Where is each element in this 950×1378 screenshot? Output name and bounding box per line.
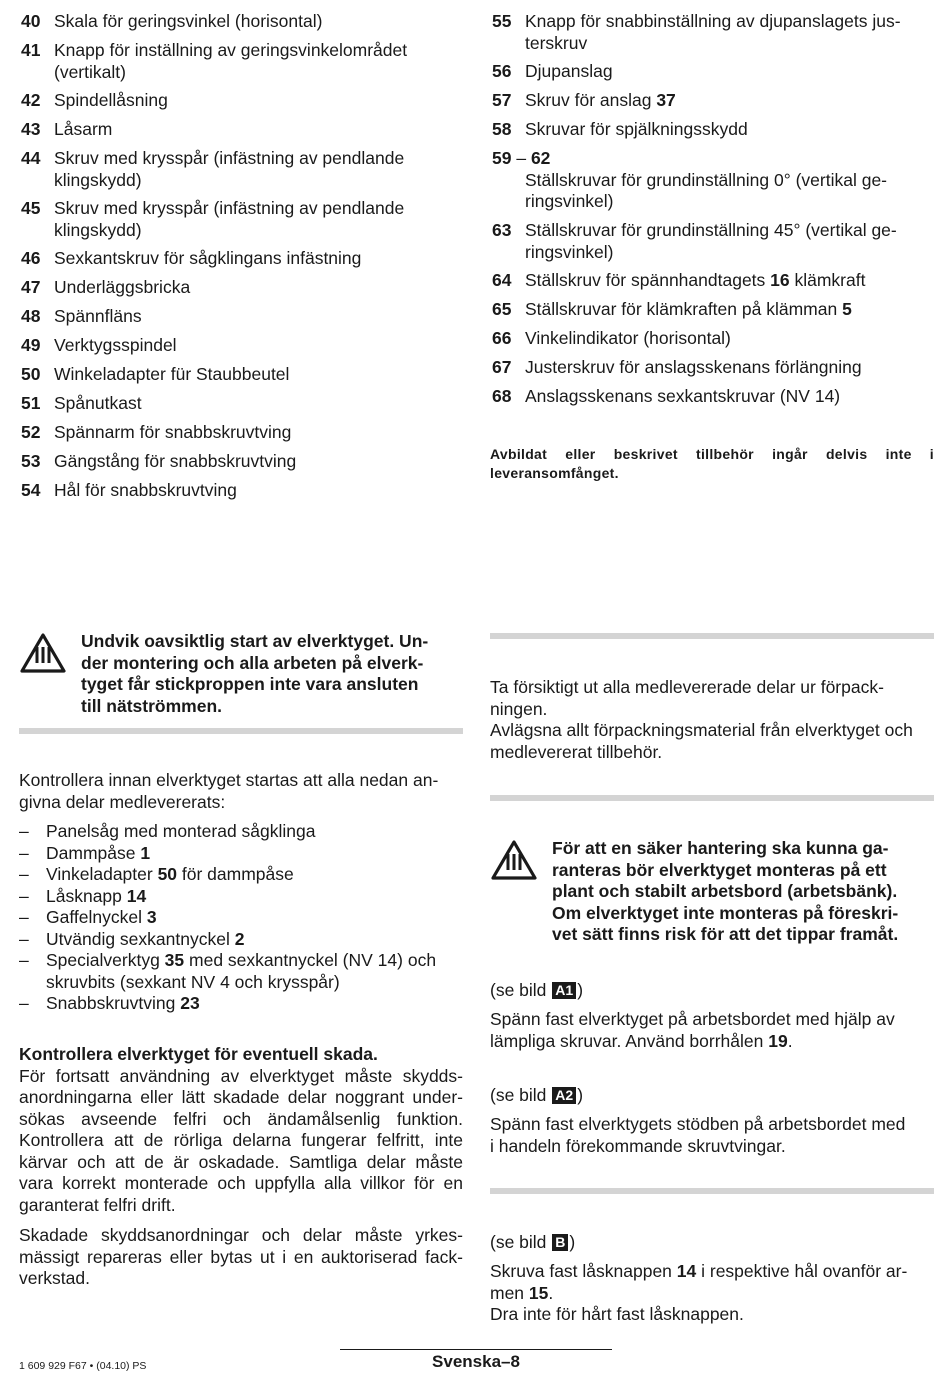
list-item — [21, 422, 461, 451]
intro-line: givna delar medlevererats: — [19, 791, 226, 812]
item-label: Panelsåg med monterad sågklinga — [46, 821, 316, 841]
part-reference: 3 — [146, 907, 157, 927]
list-item — [21, 451, 461, 480]
see-figure-suffix: ) — [569, 1232, 576, 1252]
part-label: Låsarm — [54, 119, 113, 139]
accessory-note-line: leveransomfånget. — [490, 465, 619, 481]
part-number: 66 — [492, 328, 512, 348]
list-item — [492, 299, 937, 328]
part-number: 54 — [21, 480, 41, 500]
section-divider — [490, 1188, 934, 1194]
part-label: terskruv — [525, 32, 588, 53]
warning-line: tyget får stickproppen inte vara ansluten — [81, 674, 419, 694]
delivery-checklist — [19, 821, 463, 1015]
paragraph-line: Ta försiktigt ut alla medlevererade delar ur förpack- — [490, 677, 884, 697]
bullet-dash: – — [19, 864, 29, 884]
bullet-dash: – — [19, 993, 29, 1013]
warning-triangle-icon — [490, 838, 552, 946]
accessory-note-line: Avbildat eller beskrivet tillbehör ingår delvis inte i — [490, 446, 934, 462]
part-number: 63 — [492, 220, 512, 240]
section-divider — [490, 795, 934, 801]
part-label: klämkraft — [789, 270, 866, 290]
part-number: 55 — [492, 11, 512, 31]
part-reference: 1 — [140, 842, 151, 863]
paragraph-line: . — [548, 1282, 554, 1303]
list-item — [19, 907, 463, 929]
warning-line: der montering och alla arbeten på elverk- — [81, 652, 424, 673]
list-item — [19, 886, 463, 908]
list-item — [21, 90, 461, 119]
part-number: 65 — [492, 299, 512, 319]
part-number: 57 — [492, 90, 512, 110]
list-item — [21, 480, 461, 509]
warning-line: Om elverktyget inte monteras på föreskri- — [552, 902, 899, 923]
warning-line: För att en säker hantering ska kunna ga- — [552, 838, 889, 858]
paragraph-line: vara korrekt monterade och uppfylla alla villkor för en — [19, 1173, 463, 1193]
part-label: Spånutkast — [54, 393, 142, 413]
part-reference: 14 — [676, 1261, 697, 1281]
part-number: 64 — [492, 270, 512, 290]
part-reference: 37 — [656, 90, 676, 110]
part-label: Skruv för anslag — [525, 90, 657, 110]
paragraph-line: i handeln förekommande skruvtvingar. — [490, 1135, 786, 1156]
intro-line: Kontrollera innan elverktyget startas att alla nedan an- — [19, 770, 439, 790]
paragraph-line: För fortsatt användning av elverktyget måste skydds- — [19, 1065, 463, 1086]
part-number: 46 — [21, 248, 41, 268]
part-label: Ställskruv för spännhandtagets — [525, 270, 771, 290]
bullet-dash: – — [19, 885, 29, 906]
part-label: Ställskruvar för grundinställning 0° (vertikal ge- — [525, 169, 888, 190]
damage-paragraph — [19, 1066, 463, 1217]
part-label: Underläggsbricka — [54, 277, 191, 297]
part-number: 67 — [492, 357, 512, 377]
paragraph-line: anordningarna eller lätt skadade delar noggrant under- — [19, 1087, 463, 1107]
item-label: Gaffelnyckel — [46, 907, 147, 927]
part-number: 43 — [21, 119, 41, 139]
see-figure-prefix: (se bild — [490, 1085, 552, 1105]
list-item — [19, 843, 463, 865]
list-item — [492, 270, 937, 299]
item-label: Vinkeladapter — [46, 864, 158, 884]
warning-line: vet sätt finns risk för att det tippar framåt. — [552, 924, 899, 944]
list-item — [492, 386, 937, 415]
mounting-a1-paragraph — [490, 1009, 934, 1052]
list-item — [19, 950, 463, 993]
part-label: Skruv med krysspår (infästning av pendlande klingskydd) — [54, 198, 405, 240]
list-item — [492, 90, 937, 119]
item-label: skruvbits (sexkant NV 4 och krysspår) — [46, 971, 340, 992]
paragraph-line: i respektive hål ovanför ar- — [696, 1261, 908, 1281]
part-label: Verktygsspindel — [54, 335, 177, 355]
bullet-dash: – — [19, 842, 29, 863]
paragraph-line: Kontrollera att de rörliga delarna fungerar felfritt, inte — [19, 1130, 463, 1150]
part-label: Djupanslag — [525, 61, 613, 81]
part-label: Anslagsskenans sexkantskruvar (NV 14) — [525, 386, 841, 406]
part-reference: 23 — [180, 993, 200, 1013]
part-label: Winkeladapter für Staubbeutel — [54, 364, 290, 384]
part-reference: 35 — [164, 950, 185, 970]
see-figure-prefix: (se bild — [490, 980, 552, 1000]
paragraph-line: Avlägsna allt förpackningsmaterial från elverktyget och — [490, 720, 913, 740]
bullet-dash: – — [19, 950, 29, 970]
part-label: Spindellåsning — [54, 90, 168, 110]
part-label: Skruv med krysspår (infästning av pendlande klingskydd) — [54, 148, 405, 190]
list-item — [21, 335, 461, 364]
item-label: Dammpåse — [46, 842, 141, 863]
bullet-dash: – — [19, 821, 29, 841]
list-item — [19, 864, 463, 886]
list-item — [21, 119, 461, 148]
paragraph-line: medlevererat tillbehör. — [490, 741, 663, 762]
item-label: med sexkantnyckel (NV 14) och — [184, 950, 437, 970]
part-number: 50 — [21, 364, 41, 384]
figure-badge: B — [552, 1234, 568, 1251]
warning-box-right — [490, 838, 936, 946]
part-reference: 5 — [842, 299, 852, 319]
list-item — [492, 148, 937, 220]
part-reference: 19 — [768, 1030, 788, 1051]
paragraph-line: Spänn fast elverktygets stödben på arbetsbordet med — [490, 1114, 906, 1134]
list-item — [492, 357, 937, 386]
paragraph-line: Dra inte för hårt fast låsknappen. — [490, 1304, 744, 1324]
part-reference: 14 — [126, 885, 147, 906]
section-heading: Kontrollera elverktyget för eventuell skada. — [19, 1044, 378, 1064]
paragraph-line: men — [490, 1282, 529, 1303]
footer-document-code: 1 609 929 F67 • (04.10) PS — [19, 1360, 147, 1372]
mounting-a2-paragraph — [490, 1114, 934, 1157]
paragraph-line: . — [787, 1030, 793, 1051]
part-label: Spännfläns — [54, 306, 142, 326]
footer-page-title: Svenska–8 — [432, 1352, 520, 1371]
part-label: Vinkelindikator (horisontal) — [525, 328, 731, 348]
list-item — [21, 364, 461, 393]
part-number: 48 — [21, 306, 41, 326]
part-number: 59 — [492, 148, 512, 168]
part-reference: 2 — [234, 928, 245, 949]
part-number: 58 — [492, 119, 512, 139]
list-item — [21, 306, 461, 335]
repair-paragraph — [19, 1225, 463, 1290]
part-label: ringsvinkel) — [525, 241, 614, 262]
part-reference: 15 — [528, 1282, 549, 1303]
part-label: Gängstång för snabbskruvtving — [54, 451, 297, 471]
paragraph-line: lämpliga skruvar. Använd borrhålen — [490, 1030, 769, 1051]
part-number: 56 — [492, 61, 512, 81]
paragraph-line: verkstad. — [19, 1268, 90, 1288]
part-label: Knapp för snabbinställning av djupanslagets jus- — [525, 11, 901, 31]
parts-list-left — [21, 11, 461, 509]
list-item — [492, 61, 937, 90]
footer-rule — [340, 1349, 612, 1350]
item-label: för dammpåse — [177, 864, 294, 884]
list-item — [21, 393, 461, 422]
part-number: 51 — [21, 393, 41, 413]
list-item — [19, 929, 463, 951]
part-number: 41 — [21, 40, 41, 60]
paragraph-line: ningen. — [490, 698, 548, 719]
delivery-check-intro — [19, 770, 463, 813]
warning-line: Undvik oavsiktlig start av elverktyget. Un- — [81, 631, 429, 651]
list-item — [21, 11, 461, 40]
part-number: 44 — [21, 148, 41, 168]
list-item — [19, 821, 463, 843]
item-label: Låsknapp — [46, 885, 127, 906]
paragraph-line: sökas avseende felfri och ändamålsenlig funktion. — [19, 1108, 463, 1129]
see-figure-suffix: ) — [577, 1085, 584, 1105]
list-item — [492, 220, 937, 270]
figure-ref-b — [490, 1232, 934, 1254]
part-label: Spännarm för snabbskruvtving — [54, 422, 292, 442]
part-number: 62 — [530, 148, 551, 168]
warning-line: ranteras bör elverktyget monteras på ett — [552, 859, 887, 880]
see-figure-suffix: ) — [577, 980, 584, 1000]
part-number: 52 — [21, 422, 41, 442]
section-divider — [19, 728, 463, 734]
part-label: Knapp för inställning av geringsvinkelområdet (vertikalt) — [54, 40, 408, 82]
part-label: Skruvar för spjälkningsskydd — [525, 119, 748, 139]
bullet-dash: – — [19, 928, 29, 949]
range-separator: – — [511, 148, 531, 168]
part-number: 45 — [21, 198, 41, 218]
item-label: Snabbskruvtving — [46, 993, 181, 1013]
part-number: 53 — [21, 451, 41, 471]
unpack-paragraph — [490, 677, 934, 763]
paragraph-line: Skadade skyddsanordningar och delar måste yrkes- — [19, 1225, 463, 1245]
part-label: Sexkantskruv för sågklingans infästning — [54, 248, 362, 268]
item-label: Utvändig sexkantnyckel — [46, 928, 235, 949]
part-number: 47 — [21, 277, 41, 297]
lock-button-paragraph — [490, 1261, 934, 1326]
item-label: Specialverktyg — [46, 950, 165, 970]
part-number: 49 — [21, 335, 41, 355]
part-number: 42 — [21, 90, 41, 110]
list-item — [19, 993, 463, 1015]
list-item — [492, 328, 937, 357]
figure-badge: A1 — [552, 982, 576, 999]
warning-line: plant och stabilt arbetsbord (arbetsbänk). — [552, 881, 898, 901]
list-item — [21, 277, 461, 306]
list-item — [21, 40, 461, 90]
paragraph-line: Spänn fast elverktyget på arbetsbordet med hjälp av — [490, 1009, 895, 1029]
accessory-note — [490, 445, 934, 483]
part-number: 40 — [21, 11, 41, 31]
figure-ref-a2 — [490, 1085, 934, 1107]
part-reference: 16 — [770, 270, 790, 290]
bullet-dash: – — [19, 907, 29, 927]
part-label: Justerskruv för anslagsskenans förlängning — [525, 357, 862, 377]
figure-ref-a1 — [490, 980, 934, 1002]
part-reference: 50 — [157, 864, 178, 884]
list-item — [492, 119, 937, 148]
warning-triangle-icon — [19, 631, 81, 717]
section-divider — [490, 633, 934, 639]
list-item — [21, 198, 461, 248]
part-number: 68 — [492, 386, 512, 406]
part-label: Hål för snabbskruvtving — [54, 480, 237, 500]
part-label: Ställskruvar för klämkraften på klämman — [525, 299, 843, 319]
figure-badge: A2 — [552, 1087, 576, 1104]
list-item — [492, 11, 937, 61]
list-item — [21, 248, 461, 277]
part-label: Ställskruvar för grundinställning 45° (vertikal ge- — [525, 220, 897, 240]
see-figure-prefix: (se bild — [490, 1232, 552, 1252]
warning-box-left — [19, 631, 464, 717]
part-label: Skala för geringsvinkel (horisontal) — [54, 11, 323, 31]
paragraph-line: kärvar och att de är oskadade. Samtliga delar måste — [19, 1151, 463, 1172]
list-item — [21, 148, 461, 198]
warning-line: till nätströmmen. — [81, 695, 222, 716]
paragraph-line: mässigt repareras eller bytas ut i en auktoriserad fack- — [19, 1246, 463, 1267]
parts-list-right — [492, 11, 937, 415]
paragraph-line: garanterat felfri drift. — [19, 1194, 176, 1215]
damage-check-section — [19, 1044, 463, 1216]
part-label: ringsvinkel) — [525, 191, 614, 211]
paragraph-line: Skruva fast låsknappen — [490, 1261, 677, 1281]
